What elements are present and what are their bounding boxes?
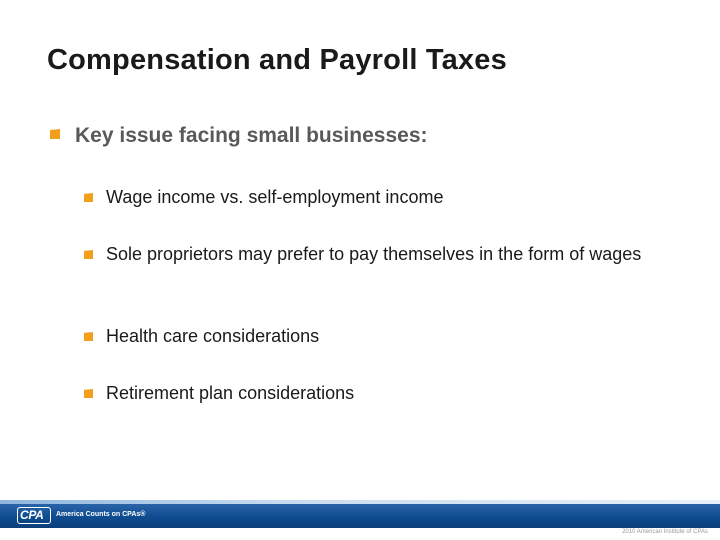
sub-bullet-text: Health care considerations — [106, 326, 320, 346]
sub-bullet-sole-proprietors — [84, 245, 644, 266]
sub-bullet-text: Sole proprietors may prefer to pay themselves in the form of wages — [106, 244, 642, 264]
sub-bullet-text: Retirement plan considerations — [106, 383, 355, 403]
orange-square-bullet-icon — [84, 332, 93, 341]
orange-square-bullet-icon — [84, 250, 93, 259]
sub-bullet-wage-income — [84, 188, 644, 209]
sub-bullet-health-care — [84, 327, 644, 348]
sub-bullet-text: Wage income vs. self-employment income — [106, 187, 444, 207]
footer-tagline: America Counts on CPAs® — [56, 511, 146, 518]
main-bullet-text: Key issue facing small businesses: — [75, 124, 428, 147]
cpa-logo: CPA — [20, 508, 44, 522]
slide-title: Compensation and Payroll Taxes — [47, 44, 507, 76]
orange-square-bullet-icon — [50, 129, 60, 139]
main-bullet — [50, 124, 428, 148]
copyright-notice: 2010 American Institute of CPAs — [622, 529, 708, 535]
orange-square-bullet-icon — [84, 193, 93, 202]
sub-bullet-retirement-plan — [84, 384, 644, 405]
orange-square-bullet-icon — [84, 389, 93, 398]
